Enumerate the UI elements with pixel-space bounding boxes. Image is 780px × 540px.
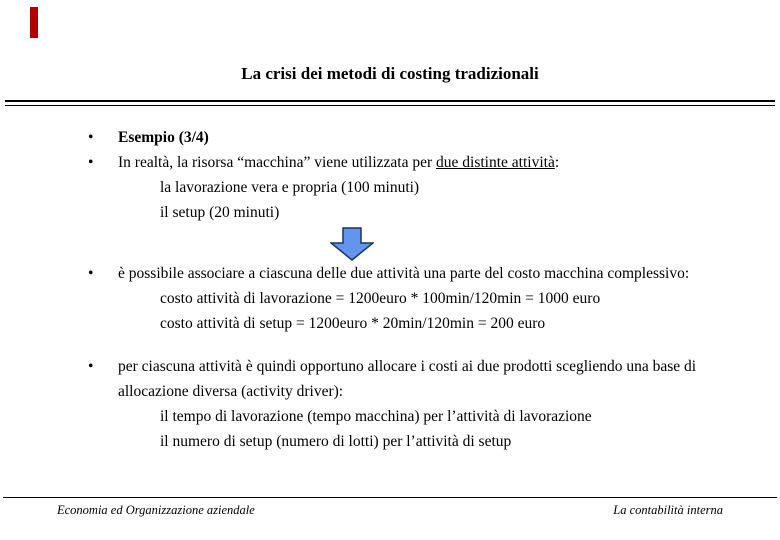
footer-left-text: Economia ed Organizzazione aziendale bbox=[57, 503, 255, 517]
bullet-marker: • bbox=[88, 154, 94, 171]
bullet-text bbox=[118, 150, 559, 175]
title-divider bbox=[5, 100, 775, 106]
footer bbox=[57, 503, 723, 518]
spacer bbox=[88, 336, 740, 354]
bullet-item-allocazione bbox=[88, 354, 740, 404]
bullet-text: è possibile associare a ciascuna delle due attività una parte del costo macchina complessivo: bbox=[118, 265, 690, 282]
down-arrow-icon bbox=[330, 227, 374, 261]
sub-item-tempo-lavorazione: il tempo di lavorazione (tempo macchina) per l’attività di lavorazione bbox=[160, 408, 592, 425]
bullet-item-esempio bbox=[88, 125, 740, 150]
bullet-marker: • bbox=[88, 358, 94, 375]
page-title: La crisi dei metodi di costing tradizionali bbox=[241, 64, 539, 83]
bullet-marker: • bbox=[88, 129, 94, 146]
footer-divider bbox=[3, 497, 777, 498]
red-accent-bar bbox=[30, 7, 38, 38]
bullet-marker: • bbox=[88, 265, 94, 282]
down-arrow-svg bbox=[330, 227, 374, 261]
bullet-item-risorsa-macchina bbox=[88, 150, 740, 175]
down-arrow-shape bbox=[331, 228, 373, 260]
sub-item-lavorazione: la lavorazione vera e propria (100 minuti) bbox=[160, 179, 420, 196]
sub-item-numero-setup: il numero di setup (numero di lotti) per l’attività di setup bbox=[160, 433, 512, 450]
sub-item-setup: il setup (20 minuti) bbox=[160, 204, 280, 221]
sub-item-costo-lavorazione: costo attività di lavorazione = 1200euro * 100min/120min = 1000 euro bbox=[160, 290, 601, 307]
bullet-text-pre: In realtà, la risorsa “macchina” viene utilizzata per bbox=[118, 154, 437, 171]
bullet-text: Esempio (3/4) bbox=[118, 129, 209, 146]
sub-item-costo-setup: costo attività di setup = 1200euro * 20min/120min = 200 euro bbox=[160, 315, 546, 332]
bullet-text-underlined: due distinte attività bbox=[436, 154, 555, 171]
slide-body bbox=[0, 125, 780, 454]
bullet-text-post: : bbox=[554, 154, 560, 171]
bullet-text: per ciascuna attività è quindi opportuno allocare i costi ai due prodotti scegliendo una base di allocazione diversa (activity driver): bbox=[118, 358, 697, 400]
footer-right-text: La contabilità interna bbox=[613, 503, 723, 517]
bullet-item-associare-costo bbox=[88, 261, 740, 286]
